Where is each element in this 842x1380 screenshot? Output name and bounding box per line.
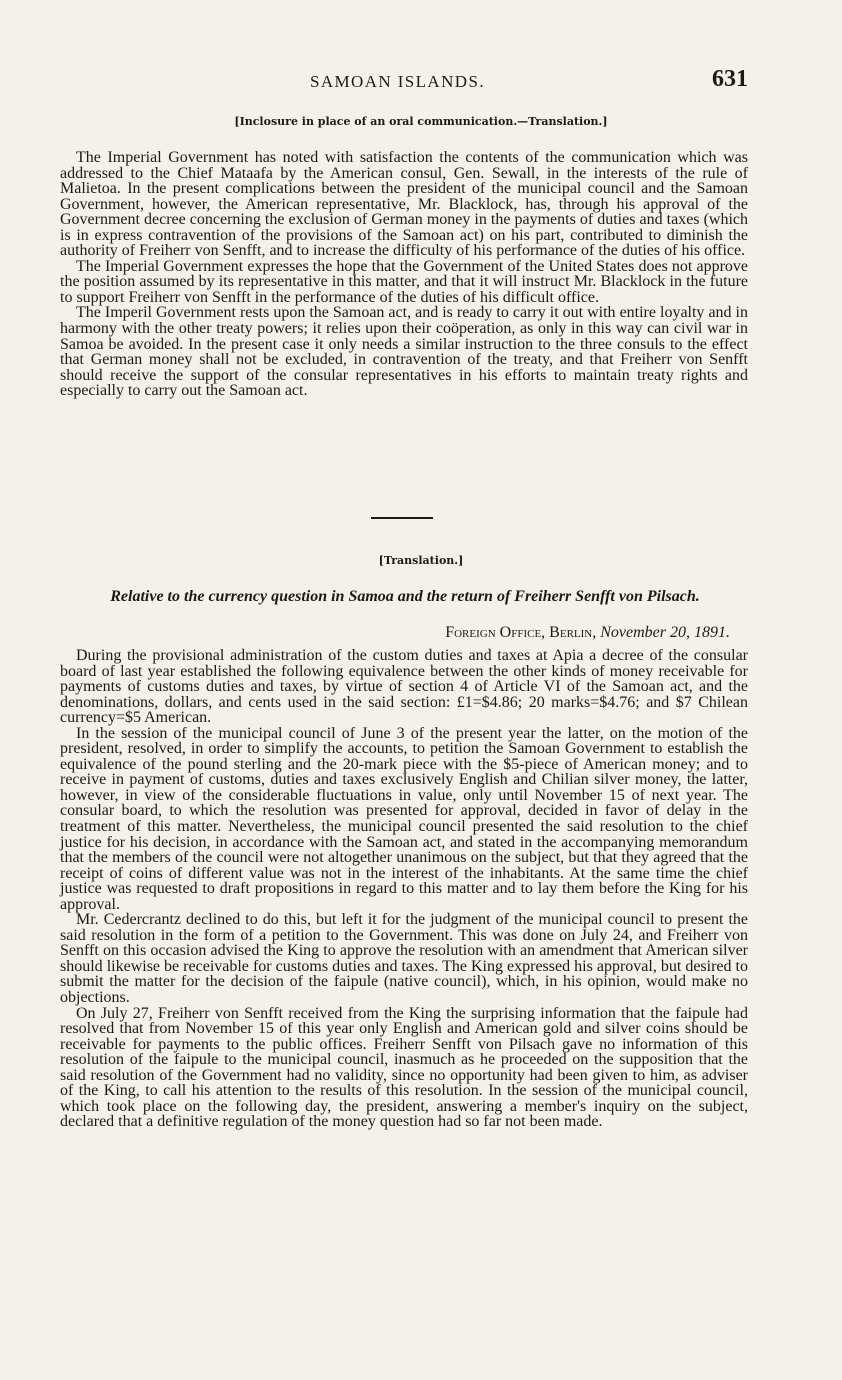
inclosure-paragraph-1: The Imperial Government has noted with satisfaction the contents of the communication which was addressed to the Chief Mataafa by the American consul, Gen. Sewall, in the interests of the rule of Malietoa. In the present complications between the president of the municipal council and the Samoan Government, however, the American representative, Mr. Blacklock, has, through his approval of the Government decree concerning the exclusion of German money in the payments of duties and taxes (which is in express contravention of the provisions of the Samoan act) on his part, contributed to diminish the authority of Freiherr von Senfft, and to increase the difficulty of his performance of the duties of his office. (60, 149, 748, 260)
inclosure-paragraph-2: The Imperial Government expresses the hope that the Government of the United States does not approve the position assumed by its representative in this matter, and that it will instruct Mr. Blacklock in the future to support Freiherr von Senfft in the performance of the duties of his difficult office. (60, 257, 748, 306)
translation-paragraph-4: On July 27, Freiherr von Senfft received from the King the surprising information that the faipule had resolved that from November 15 of this year only English and American gold and silver coins should be receivable for payments to the public offices. Freiherr Senfft von Pilsach gave no information of this resolution of the faipule to the municipal council, inasmuch as he proceeded on the supposition that the said resolution of the Government had no validity, since no opportunity had been given to him, as adviser of the King, to call his attention to the results of this resolution. In the session of the municipal council, which took place on the following day, the president, answering a member's inquiry on the subject, declared that a definitive regulation of the money question had so far not been made. (60, 1004, 748, 1131)
page-header (60, 66, 748, 98)
section-divider (371, 517, 433, 519)
translation-paragraph-3: Mr. Cedercrantz declined to do this, but left it for the judgment of the municipal council to present the said resolution in the form of a petition to the Government. This was done on July 24, and Freiherr von Senfft on this occasion advised the King to approve the resolution with an amendment that American silver should likewise be receivable for customs duties and taxes. The King expressed his approval, but desired to submit the matter for the decision of the faipule (native council), which, in his opinion, would make no objections. (60, 911, 748, 1007)
inclosure-body (60, 150, 748, 399)
translation-note: [Translation.] (378, 554, 464, 567)
running-title: SAMOAN ISLANDS. (310, 72, 485, 91)
translation-paragraph-1: During the provisional administration of the custom duties and taxes at Apia a decree of the consular board of last year established the following equivalence between the other kinds of money receivable for payments of customs duties and taxes, by virtue of section 4 of Article VI of the Samoan act, and the denominations, dollars, and cents used in the said section: £1=$4.86; 20 marks=$4.76; and $7 Chilean currency=$5 American. (60, 647, 748, 727)
inclosure-paragraph-3: The Imperil Government rests upon the Samoan act, and is ready to carry it out with entire loyalty and in harmony with the other treaty powers; it relies upon their coöperation, as only in this way can civil war in Samoa be avoided. In the present case it only needs a similar instruction to the three consuls to the effect that German money shall not be excluded, in contravention of the treaty, and that Freiherr von Senfft should receive the support of the consular representatives in his efforts to maintain treaty rights and especially to carry out the Samoan act. (60, 304, 748, 400)
dateline-date: November 20, 1891. (600, 624, 730, 641)
dateline (445, 624, 730, 642)
translation-body (60, 648, 748, 1130)
inclosure-note: [Inclosure in place of an oral communication.—Translation.] (234, 115, 608, 128)
translation-paragraph-2: In the session of the municipal council of June 3 of the present year the latter, on the motion of the president, resolved, in order to simplify the accounts, to petition the Samoan Government to establish the equivalence of the pound sterling and the 20-mark piece with the $5-piece of American money; and to receive in payment of customs, duties and taxes exclusively English and Chilian silver money, the latter, however, in view of the considerable fluctuations in value, only until November 15 of next year. The consular board, to which the resolution was presented for approval, decided in favor of delay in the treatment of this matter. Nevertheless, the municipal council presented the said resolution to the chief justice for his decision, in accordance with the Samoan act, and stated in the accompanying memorandum that the members of the council were not altogether unanimous on the subject, but that they agreed that the receipt of coins of different value was not in the interest of the inhabitants. At the same time the chief justice was requested to draft propositions in regard to this matter and to lay them before the King for his approval. (60, 724, 748, 913)
dateline-office: Foreign Office, Berlin, (445, 624, 597, 641)
page-number: 631 (712, 66, 748, 92)
document-subject: Relative to the currency question in Samoa and the return of Freiherr Senfft von Pilsach. (110, 588, 700, 605)
